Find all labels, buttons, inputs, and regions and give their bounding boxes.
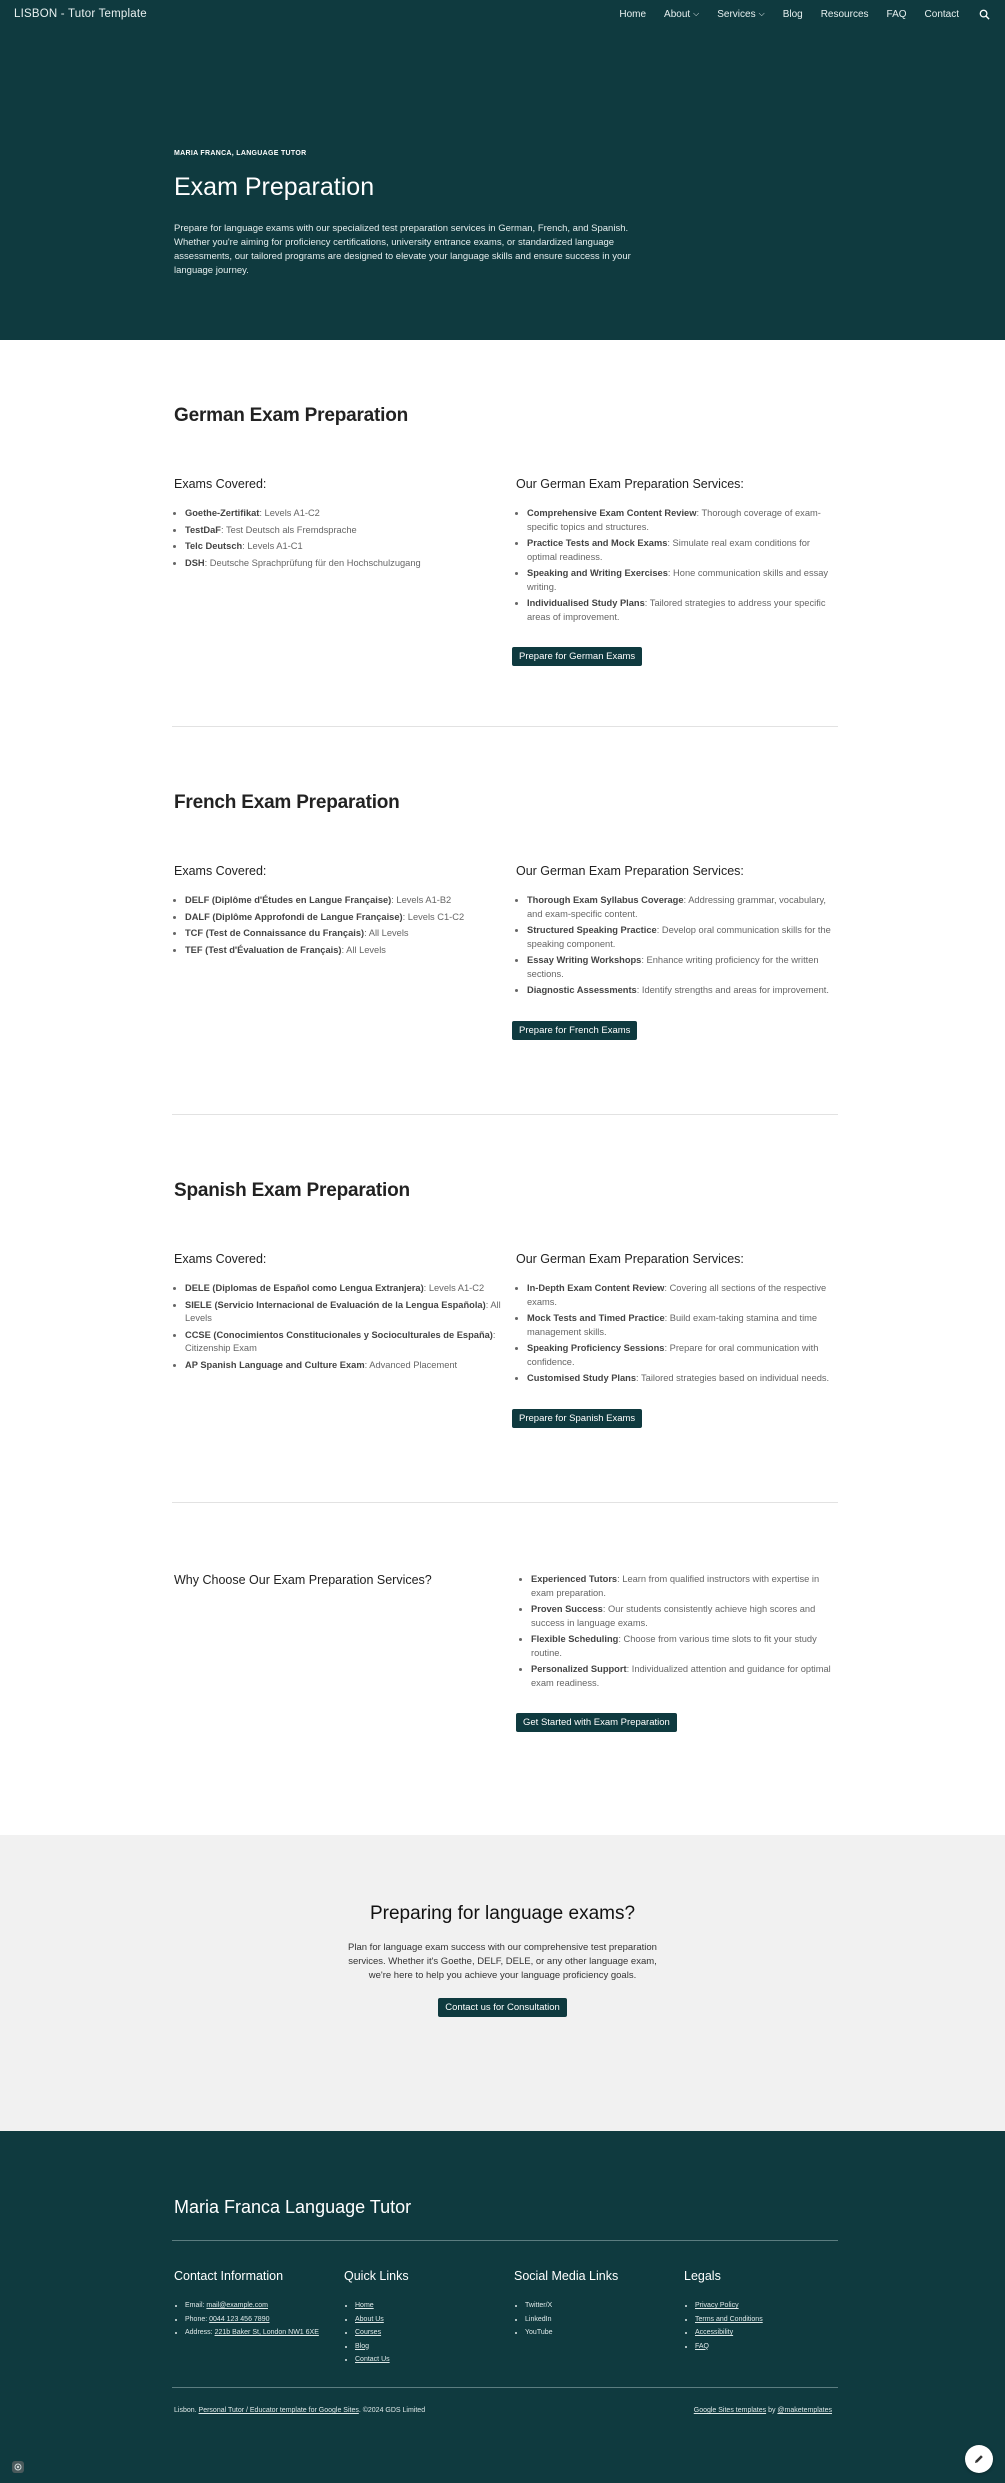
footer-address [185,2326,344,2340]
list-item-desc: : All Levels [341,944,386,955]
footer-contact-heading: Contact Information [174,2269,284,2283]
footer-link-item [355,2313,514,2327]
template-link[interactable]: Personal Tutor / Educator template for Google Sites [198,2407,359,2414]
list-item-name: Speaking Proficiency Sessions [527,1343,665,1353]
list-item [185,911,516,925]
footer-copyright [174,2407,425,2414]
address-label: Address: [185,2329,215,2336]
spanish-section [0,1115,1005,1502]
list-item-name: Proven Success [531,1604,603,1614]
services-list [516,1282,836,1386]
footer-link[interactable]: FAQ [695,2342,710,2350]
list-item-name: Speaking and Writing Exercises [527,568,668,578]
list-item-name: Diagnostic Assessments [527,985,637,995]
footer-link-item [695,2326,854,2340]
list-item-name: DELF (Diplôme d'Études en Langue Française) [185,895,392,905]
list-item [527,984,836,998]
list-item-name: Individualised Study Plans [527,598,645,608]
footer-social-heading: Social Media Links [514,2269,619,2283]
why-heading: Why Choose Our Exam Preparation Services? [174,1573,432,1587]
list-item-name: DSH [185,557,205,568]
list-item-name: SIELE (Servicio Internacional de Evaluación de la Lengua Española) [185,1299,486,1310]
list-item-desc: : Develop oral communication skills for the speaking component. [527,925,831,949]
list-item-desc: : Learn from qualified instructors with expertise in exam preparation. [531,1574,820,1598]
list-item [185,1282,516,1296]
list-item-desc: : Levels C1-C2 [402,911,465,922]
services-heading: Our German Exam Preparation Services: [516,1252,744,1266]
list-item-desc: : Tailored strategies based on individual needs. [636,1373,830,1383]
list-item [185,944,516,958]
top-navigation-bar [0,0,1005,28]
list-item [185,507,516,521]
main-content [0,340,1005,2483]
footer-brand: Maria Franca Language Tutor [174,2197,412,2217]
exams-heading: Exams Covered: [174,864,267,878]
footer-link[interactable]: Courses [355,2329,382,2336]
list-item-desc: : Addressing grammar, vocabulary, and exam-specific content. [527,895,826,919]
footer-legal-links [684,2299,854,2353]
hero-banner [0,0,1005,340]
services-list [516,894,836,998]
nav-about[interactable] [664,9,699,20]
list-item-desc: : Our students consistently achieve high scores and success in language exams. [531,1604,816,1628]
list-item-desc: : Identify strengths and areas for improvement. [636,985,829,995]
footer-link-item [525,2299,684,2313]
list-item [531,1603,836,1630]
footer-quick-links [344,2299,514,2367]
footer-legals-column [684,2269,854,2367]
site-title[interactable]: LISBON - Tutor Template [14,8,147,20]
list-item-name: CCSE (Conocimientos Constitucionales y Socioculturales de España) [185,1329,493,1340]
list-item [185,1299,516,1326]
list-item-desc: : Covering all sections of the respective exams. [527,1283,827,1307]
footer-quick-links-heading: Quick Links [344,2269,409,2283]
nav-resources[interactable]: Resources [820,8,869,20]
address-link[interactable]: 221b Baker St, London NW1 6XE [214,2329,319,2336]
footer-link[interactable]: Twitter/X [525,2302,553,2309]
list-item [185,894,516,908]
list-item-name: Experienced Tutors [531,1574,618,1584]
list-item-desc: : Deutsche Sprachprüfung für den Hochschulzugang [204,557,421,568]
email-link[interactable]: mail@example.com [206,2302,268,2309]
list-item-desc: : Prepare for oral communication with confidence. [527,1343,819,1367]
list-item [527,1282,836,1309]
nav-services[interactable] [717,9,764,20]
list-item-name: Flexible Scheduling [531,1634,619,1644]
exams-list [174,1282,516,1372]
footer-link-item [695,2299,854,2313]
footer-link[interactable]: About Us [355,2315,384,2323]
footer-bottom-bar [174,2407,832,2414]
services-heading: Our German Exam Preparation Services: [516,477,744,491]
footer-link-item [355,2353,514,2367]
footer [0,2131,1005,2483]
list-item [527,567,836,594]
footer-contact-column [174,2269,344,2367]
list-item [527,507,836,534]
footer-link-item [695,2313,854,2327]
exams-heading: Exams Covered: [174,477,267,491]
list-item [185,1329,516,1356]
section-title: French Exam Preparation [174,792,400,813]
list-item-desc: : Enhance writing proficiency for the written sections. [527,955,819,979]
list-item-desc: : All Levels [185,1299,501,1323]
list-item-name: Structured Speaking Practice [527,925,657,935]
list-item-desc: : Tailored strategies to address your specific areas of improvement. [527,598,826,622]
footer-link[interactable]: Accessibility [695,2329,734,2336]
section-title: Spanish Exam Preparation [174,1180,410,1201]
list-item-name: AP Spanish Language and Culture Exam [185,1359,365,1370]
nav-blog[interactable]: Blog [782,8,803,20]
list-item [527,537,836,564]
list-item-desc: : Levels A1-C1 [242,541,303,551]
services-list [516,507,836,624]
footer-link-item [525,2326,684,2340]
nav-contact[interactable]: Contact [924,8,959,20]
footer-quick-links-column [344,2269,514,2367]
list-item-desc: : Build exam-taking stamina and time management skills. [527,1313,818,1337]
main-nav [619,7,991,21]
footer-link[interactable]: Home [355,2302,374,2309]
list-item-name: Goethe-Zertifikat [185,508,260,518]
nav-home[interactable]: Home [619,8,647,20]
footer-link-item [695,2340,854,2354]
exams-list [174,894,516,957]
list-item [527,894,836,921]
list-item [185,524,516,538]
cta-title: Preparing for language exams? [369,1903,636,1924]
list-item-desc: : Levels A1-C2 [259,508,320,518]
footer-legals-heading: Legals [684,2269,721,2283]
edit-pencil-icon[interactable] [965,2445,993,2473]
list-item-name: TEF (Test d'Évaluation de Français) [185,944,342,955]
list-item-desc: : Individualized attention and guidance for optimal exam readiness. [531,1664,831,1688]
list-item [185,1359,516,1373]
list-item [185,540,516,554]
list-item-name: Telc Deutsch [185,541,243,551]
footer-divider [172,2240,838,2241]
footer-link-item [355,2326,514,2340]
chevron-down-icon[interactable]: ⌵ [758,9,765,18]
credits-by: by [766,2407,778,2414]
maketemplates-link[interactable]: @maketemplates [777,2407,832,2414]
list-item-name: Practice Tests and Mock Exams [527,538,668,548]
page-title: Exam Preparation [174,173,375,201]
prepare-german-button[interactable]: Prepare for German Exams [512,647,642,666]
list-item-desc: : Thorough coverage of exam-specific topics and structures. [527,508,821,532]
footer-contact-list [174,2299,344,2340]
list-item-desc: : Levels A1-B2 [391,895,452,905]
footer-link-item [525,2313,684,2327]
list-item-name: In-Depth Exam Content Review [527,1283,665,1293]
german-section [0,340,1005,726]
exams-heading: Exams Covered: [174,1252,267,1266]
why-list [520,1573,836,1690]
list-item [531,1633,836,1660]
list-item-name: TestDaF [185,524,221,535]
copyright-suffix: . ©2024 GDS Limited [358,2407,426,2414]
search-icon[interactable] [977,7,991,21]
hero-content [174,150,654,278]
chevron-down-icon[interactable]: ⌵ [693,9,700,18]
list-item-name: Customised Study Plans [527,1373,637,1383]
list-item-desc: : Test Deutsch als Fremdsprache [221,524,357,535]
list-item-name: Essay Writing Workshops [527,955,642,965]
footer-link[interactable]: LinkedIn [525,2315,552,2323]
get-started-button[interactable]: Get Started with Exam Preparation [516,1713,677,1732]
phone-label: Phone: [185,2315,210,2323]
list-item-name: Comprehensive Exam Content Review [527,508,697,518]
list-item [527,597,836,624]
list-item-name: TCF (Test de Connaissance du Français) [185,928,365,938]
copyright-prefix: Lisbon. [174,2407,199,2414]
list-item-desc: : All Levels [364,928,409,938]
list-item [527,924,836,951]
list-item-desc: : Simulate real exam conditions for optimal readiness. [527,538,811,562]
list-item-name: DALF (Diplôme Approfondi de Langue Française) [185,911,403,922]
contact-consultation-button[interactable]: Contact us for Consultation [438,1998,567,2017]
footer-credits [694,2407,832,2414]
list-item-desc: : Levels A1-C2 [423,1283,485,1293]
services-heading: Our German Exam Preparation Services: [516,864,744,878]
prepare-spanish-button[interactable]: Prepare for Spanish Exams [512,1409,642,1428]
hero-description: Prepare for language exams with our specialized test preparation services in German, French, and Spanish. Whether you're aiming for proficiency certifications, university entrance exams, or standardized language assessments, our tailored programs are designed to elevate your language skills and ensure success in your language journey. [174,223,631,276]
list-item [185,557,516,571]
list-item [531,1573,836,1600]
french-section [0,727,1005,1114]
list-item [527,1312,836,1339]
list-item [527,1342,836,1369]
nav-about-label: About [664,8,691,20]
email-label: Email: [185,2302,207,2309]
list-item [527,1372,836,1386]
cta-section [0,1835,1005,2131]
section-title: German Exam Preparation [174,405,409,426]
nav-faq[interactable]: FAQ [886,8,907,20]
list-item-name: Thorough Exam Syllabus Coverage [527,895,684,905]
site-info-icon[interactable] [12,2461,24,2473]
footer-link[interactable]: Blog [355,2342,370,2350]
list-item-desc: : Hone communication skills and essay writing. [527,568,829,592]
footer-social-links [514,2299,684,2340]
list-item [185,927,516,941]
footer-link-item [355,2340,514,2354]
nav-services-label: Services [717,8,756,20]
list-item-name: Mock Tests and Timed Practice [527,1313,665,1323]
footer-divider [172,2387,838,2388]
footer-link[interactable]: YouTube [525,2329,553,2336]
list-item [531,1663,836,1690]
list-item-desc: : Choose from various time slots to fit your study routine. [531,1634,817,1658]
footer-link[interactable]: Privacy Policy [695,2302,739,2309]
footer-link[interactable]: Terms and Conditions [695,2315,763,2323]
footer-social-column [514,2269,684,2367]
footer-phone [185,2313,344,2327]
cta-text: Plan for language exam success with our comprehensive test preparation services. Whether it's Goethe, DELF, DELE, or any other language exam, we're here to help you achieve your language proficiency goals. [348,1942,657,1981]
list-item-name: DELE (Diplomas de Español como Lengua Extranjera) [185,1283,424,1293]
list-item [527,954,836,981]
footer-link-item [355,2299,514,2313]
prepare-french-button[interactable]: Prepare for French Exams [512,1021,637,1040]
list-item-desc: : Citizenship Exam [185,1329,496,1353]
google-sites-templates-link[interactable]: Google Sites templates [693,2407,767,2414]
list-item-desc: : Advanced Placement [364,1359,458,1370]
footer-email [185,2299,344,2313]
why-choose-section [0,1503,1005,1835]
hero-eyebrow: MARIA FRANCA, LANGUAGE TUTOR [174,150,307,157]
exams-list [174,507,516,570]
footer-columns [174,2269,854,2367]
phone-link[interactable]: 0044 123 456 7890 [209,2315,270,2323]
list-item-name: Personalized Support [531,1664,627,1674]
footer-link[interactable]: Contact Us [355,2356,390,2363]
